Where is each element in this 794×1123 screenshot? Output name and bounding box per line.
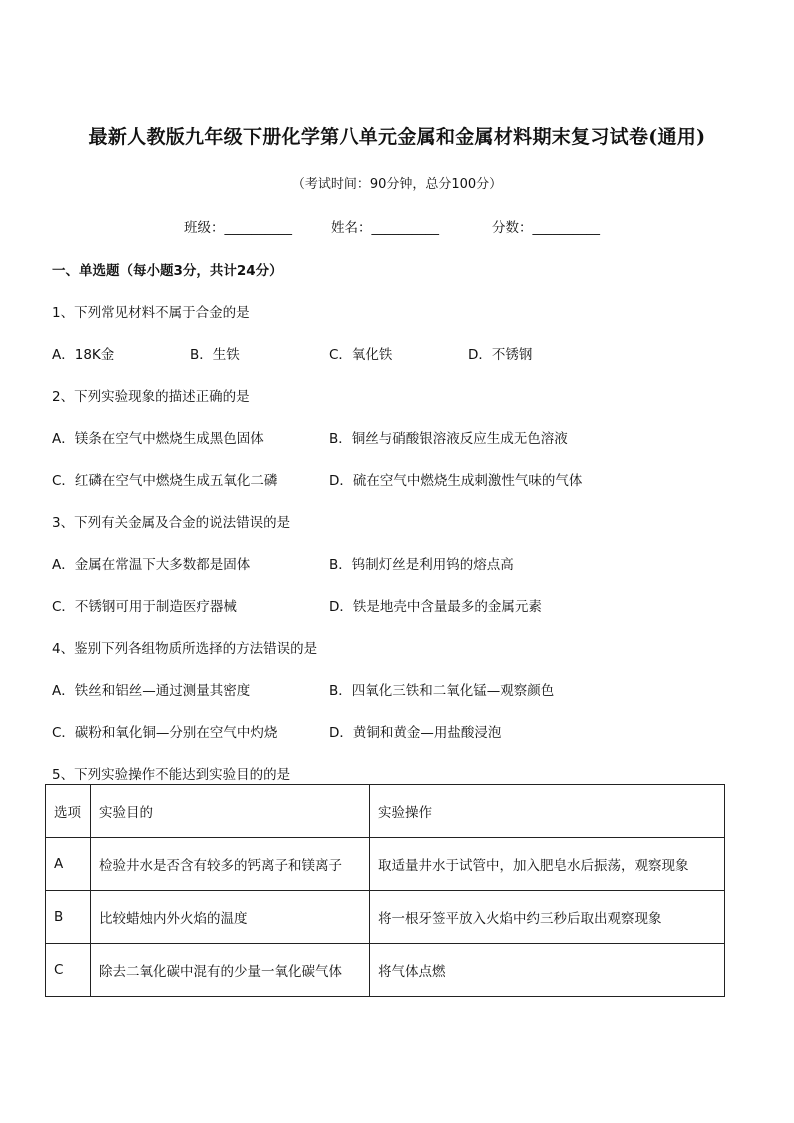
question-2-option-a[interactable]: A．镁条在空气中燃烧生成黑色固体 bbox=[52, 431, 264, 447]
question-2-option-d[interactable]: D．硫在空气中燃烧生成刺激性气味的气体 bbox=[329, 473, 583, 489]
table-header-operation: 实验操作 bbox=[370, 785, 725, 838]
exam-subtitle: （考试时间：90分钟，总分100分） bbox=[291, 177, 503, 192]
question-4-option-d[interactable]: D．黄铜和黄金—用盐酸浸泡 bbox=[329, 725, 502, 741]
table-cell-purpose: 比较蜡烛内外火焰的温度 bbox=[91, 891, 370, 944]
question-3-option-b[interactable]: B．钨制灯丝是利用钨的熔点高 bbox=[329, 557, 514, 573]
question-5-stem: 5、下列实验操作不能达到实验目的的是 bbox=[52, 767, 291, 783]
name-field[interactable]: 姓名：__________ bbox=[331, 220, 439, 236]
table-cell-operation: 将一根牙签平放入火焰中约三秒后取出观察现象 bbox=[370, 891, 725, 944]
question-1-option-b[interactable]: B．生铁 bbox=[190, 347, 240, 363]
table-cell-purpose: 检验井水是否含有较多的钙离子和镁离子 bbox=[91, 838, 370, 891]
question-4-option-b[interactable]: B．四氧化三铁和二氧化锰—观察颜色 bbox=[329, 683, 555, 699]
question-3-option-a[interactable]: A．金属在常温下大多数都是固体 bbox=[52, 557, 251, 573]
table-row bbox=[46, 944, 725, 997]
table-row bbox=[46, 891, 725, 944]
table-cell-option: A bbox=[46, 838, 91, 891]
table-row bbox=[46, 838, 725, 891]
question-1-option-a[interactable]: A．18K金 bbox=[52, 347, 115, 363]
question-2-option-b[interactable]: B．铜丝与硝酸银溶液反应生成无色溶液 bbox=[329, 431, 568, 447]
table-cell-operation: 将气体点燃 bbox=[370, 944, 725, 997]
table-cell-option: C bbox=[46, 944, 91, 997]
table-header-purpose: 实验目的 bbox=[91, 785, 370, 838]
experiment-table bbox=[45, 784, 725, 997]
class-field[interactable]: 班级：__________ bbox=[184, 220, 292, 236]
question-3-stem: 3、下列有关金属及合金的说法错误的是 bbox=[52, 515, 291, 531]
question-3-option-d[interactable]: D．铁是地壳中含量最多的金属元素 bbox=[329, 599, 542, 615]
table-cell-option: B bbox=[46, 891, 91, 944]
question-2-option-c[interactable]: C．红磷在空气中燃烧生成五氧化二磷 bbox=[52, 473, 278, 489]
question-4-option-c[interactable]: C．碳粉和氧化铜—分别在空气中灼烧 bbox=[52, 725, 278, 741]
question-1-option-d[interactable]: D．不锈钢 bbox=[468, 347, 533, 363]
table-header-row bbox=[46, 785, 725, 838]
table-cell-operation: 取适量井水于试管中，加入肥皂水后振荡，观察现象 bbox=[370, 838, 725, 891]
page-title: 最新人教版九年级下册化学第八单元金属和金属材料期末复习试卷(通用) bbox=[88, 126, 706, 148]
question-2-stem: 2、下列实验现象的描述正确的是 bbox=[52, 389, 250, 405]
section-heading: 一、单选题（每小题3分，共计24分） bbox=[52, 263, 283, 279]
question-1-stem: 1、下列常见材料不属于合金的是 bbox=[52, 305, 250, 321]
score-field[interactable]: 分数：__________ bbox=[492, 220, 600, 236]
table-cell-purpose: 除去二氧化碳中混有的少量一氧化碳气体 bbox=[91, 944, 370, 997]
question-3-option-c[interactable]: C．不锈钢可用于制造医疗器械 bbox=[52, 599, 237, 615]
question-4-stem: 4、鉴别下列各组物质所选择的方法错误的是 bbox=[52, 641, 318, 657]
table-header-option: 选项 bbox=[46, 785, 91, 838]
question-1-option-c[interactable]: C．氧化铁 bbox=[329, 347, 393, 363]
question-4-option-a[interactable]: A．铁丝和铝丝—通过测量其密度 bbox=[52, 683, 251, 699]
